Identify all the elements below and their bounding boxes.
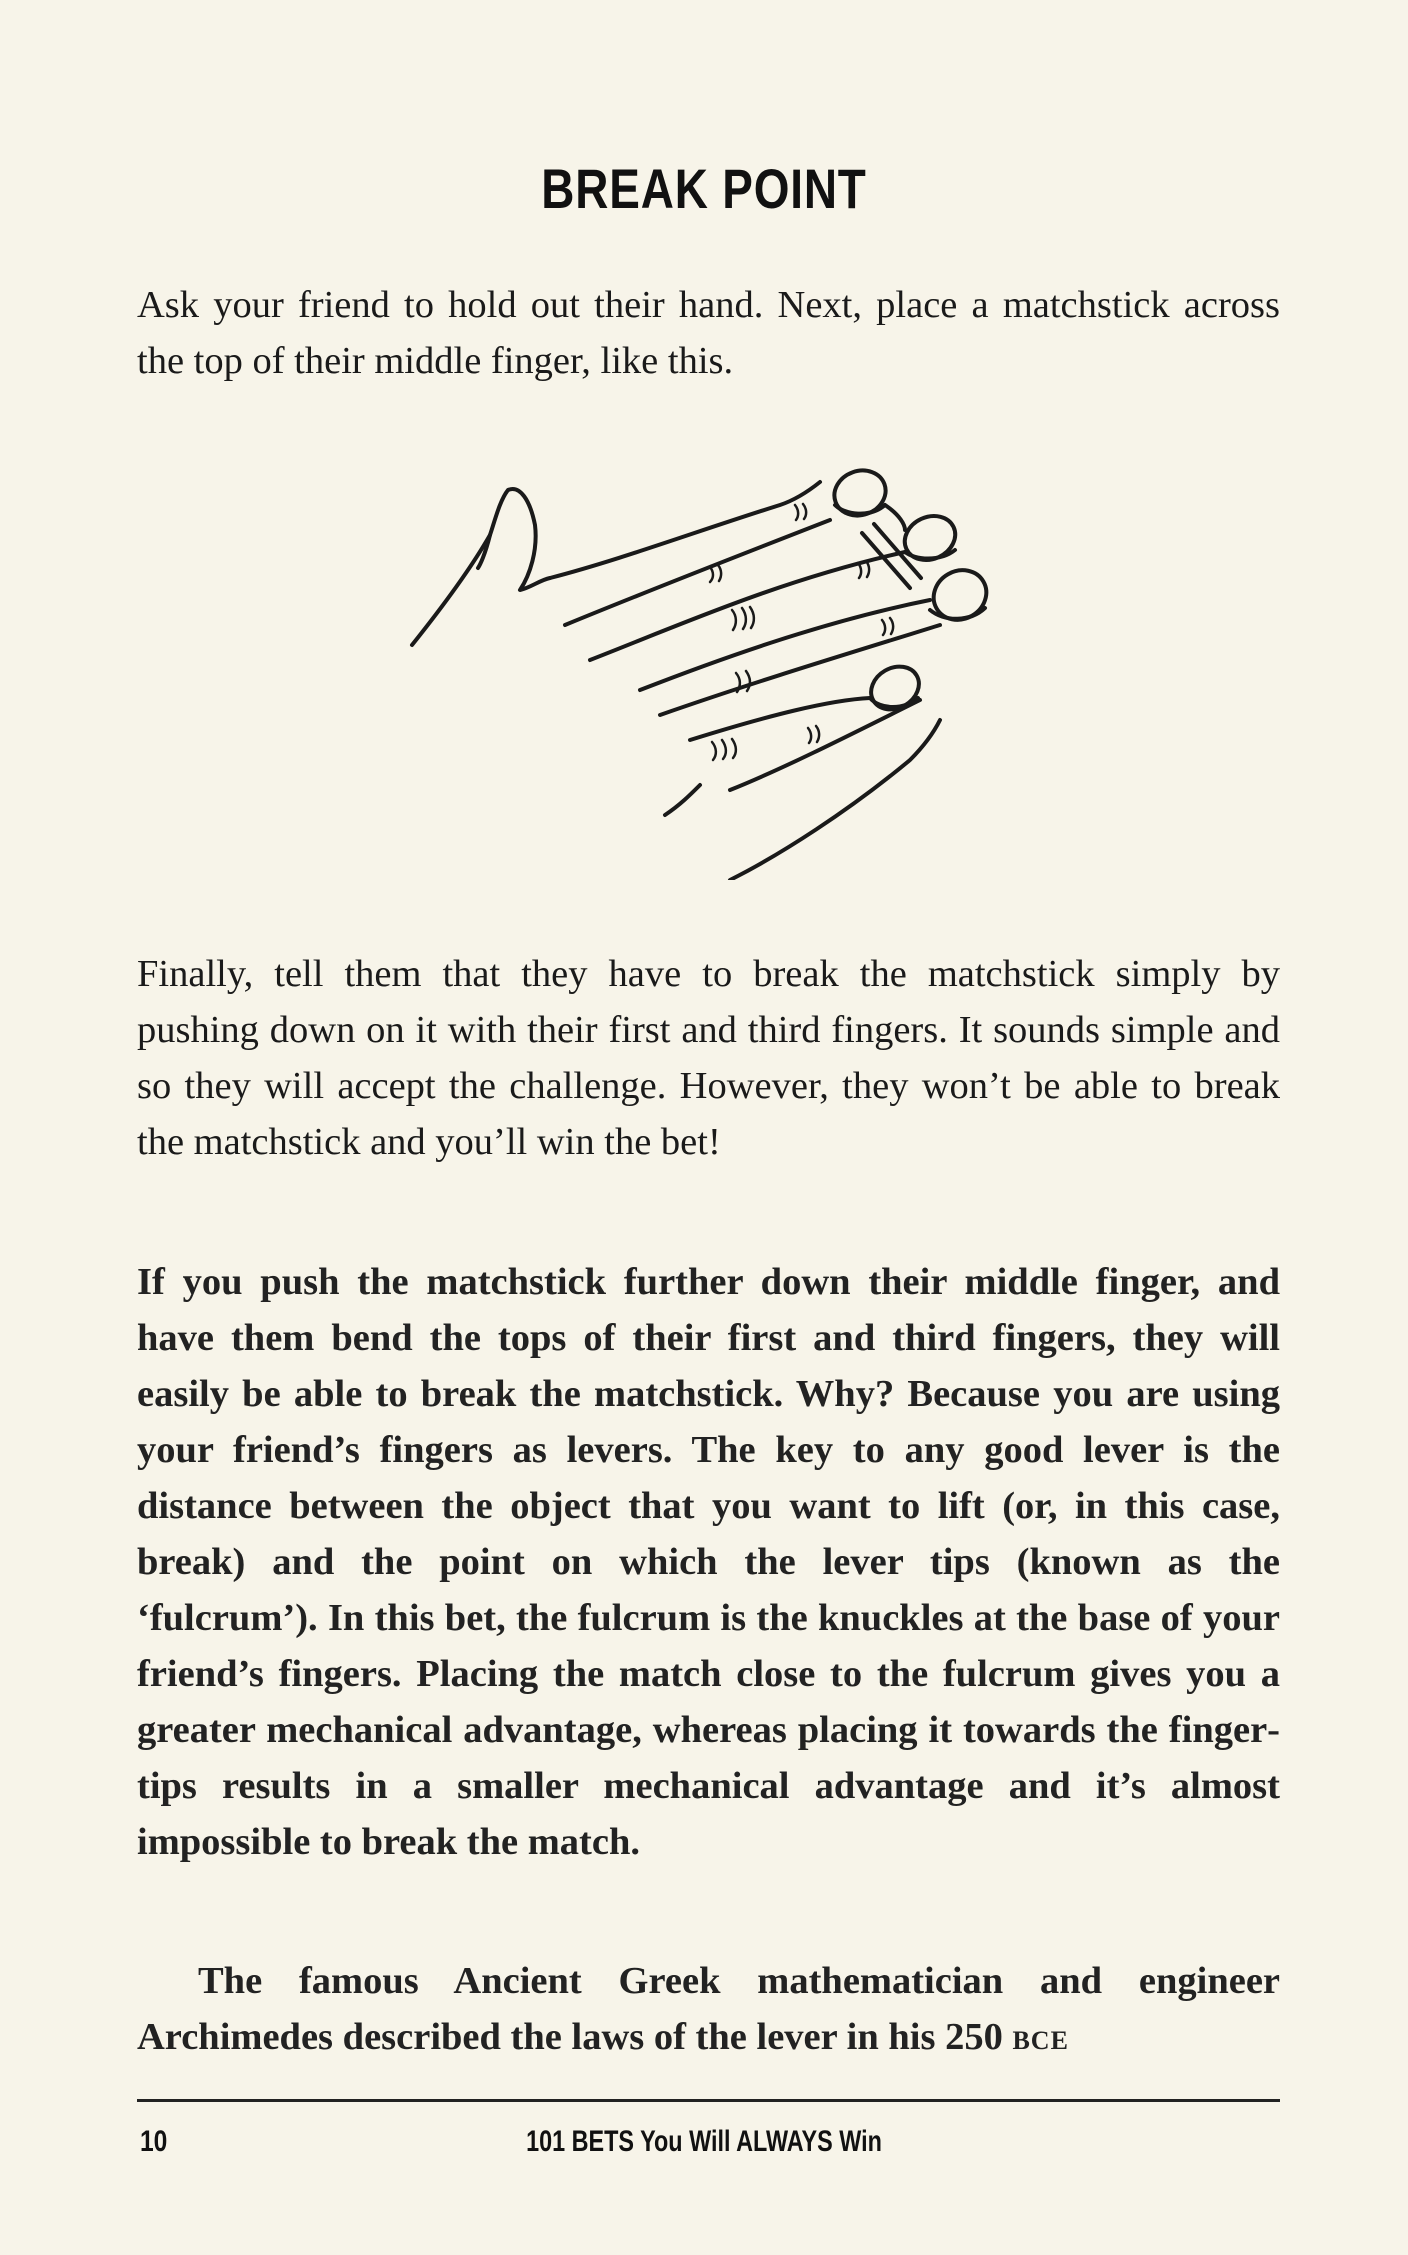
page-number: 10 [140,2125,168,2158]
explanation-paragraph: If you push the matchstick further down their middle finger, and have them bend the tops of their first and third fingers, they will easily be able to break the matchstick. Why? Because you are using your friend’s fingers as levers. The key to any good lever is the distance between the object that you want to lift (or, in this case, break) and the point on which the lever tips (known as the ‘fulcrum’). In this bet, the fulcrum is the knuckles at the base of your friend’s fingers. Placing the match close to the fulcrum gives you a greater mechanical advantage, whereas placing it towards the fingertips results in a smaller mechanical advantage and it’s almost impossible to break the match. [137,1261,1280,1863]
footer-rule [137,2099,1280,2102]
archimedes-text: The famous Ancient Greek mathematician and engineer Archimedes described the laws of the lever in his 250 [137,1960,1280,2058]
hand-with-matchstick-illustration [400,460,1000,880]
running-footer-title: 101 BETS You Will ALWAYS Win [526,2125,882,2158]
intro-paragraph: Ask your friend to hold out their hand. Next, place a matchstick across the top of their middle finger, like this. [137,284,1280,382]
era-abbreviation: BCE [1012,2026,1069,2055]
page-title: BREAK POINT [541,156,867,220]
challenge-paragraph: Finally, tell them that they have to break the matchstick simply by pushing down on it with their first and third fingers. It sounds simple and so they will accept the challenge. However, they won’t be able to break the matchstick and you’ll win the bet! [137,953,1280,1163]
archimedes-paragraph [137,1953,1280,2069]
